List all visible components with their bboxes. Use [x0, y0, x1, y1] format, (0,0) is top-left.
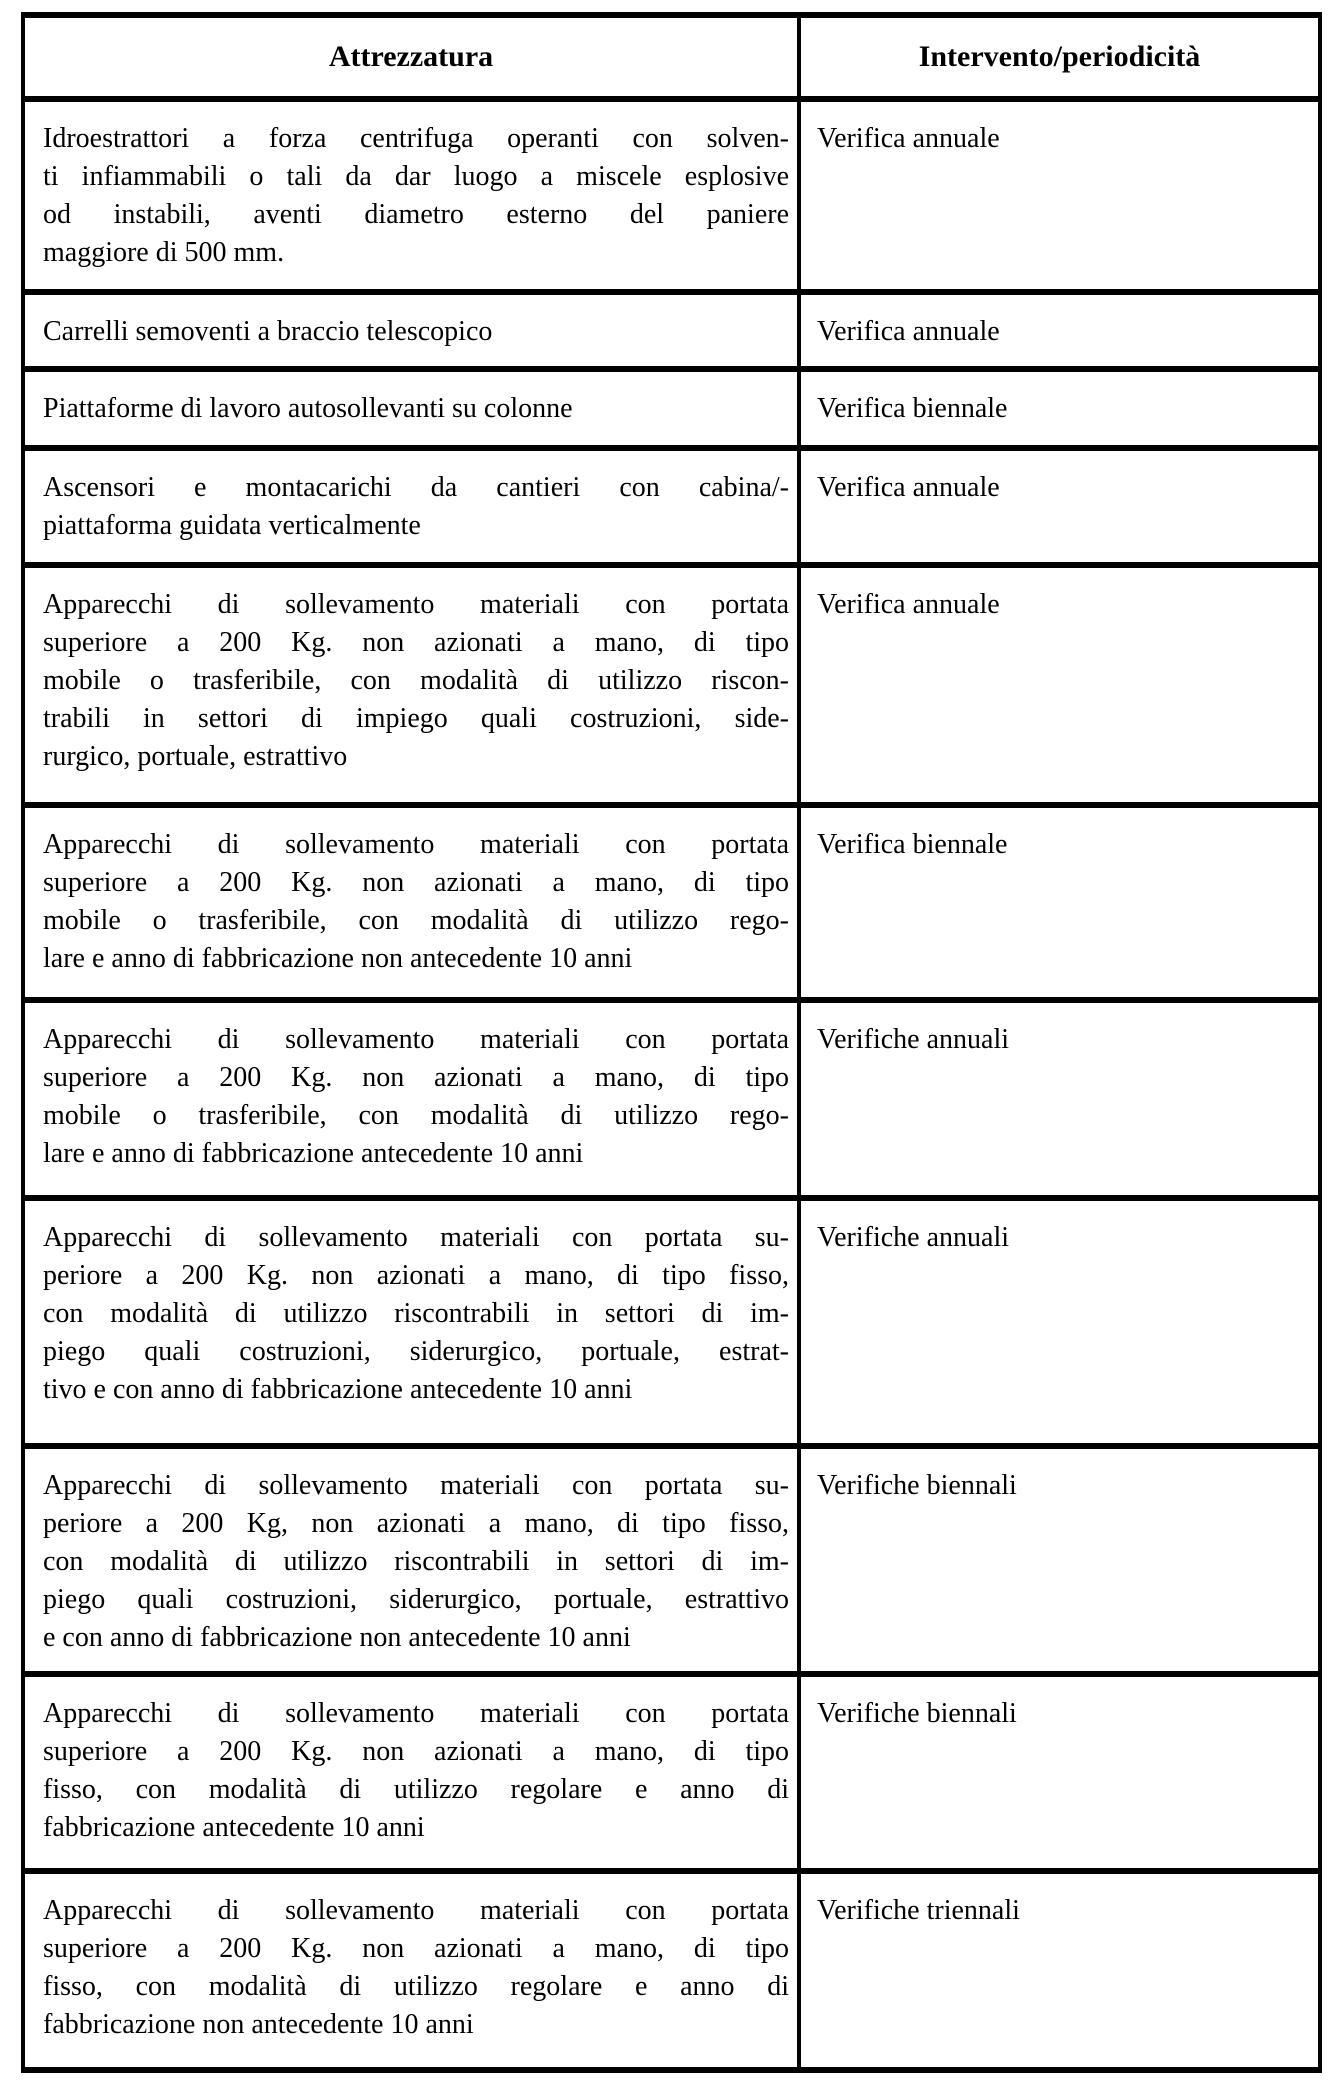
column-header-intervento-periodicita: Intervento/periodicità — [799, 15, 1320, 99]
attrezzatura-line: superiore a 200 Kg. non azionati a mano, di tipo — [43, 1736, 789, 1767]
intervento-cell: Verifiche annuali — [799, 1000, 1320, 1198]
attrezzatura-line: rurgico, portuale, estrattivo — [43, 741, 348, 772]
attrezzatura-line: Apparecchi di sollevamento materiali con portata — [43, 1698, 789, 1729]
attrezzatura-line: piattaforma guidata verticalmente — [43, 510, 421, 541]
attrezzatura-line: superiore a 200 Kg. non azionati a mano, di tipo — [43, 1933, 789, 1964]
attrezzatura-line: ti infiammabili o tali da dar luogo a miscele esplosive — [43, 161, 789, 192]
attrezzatura-line: piego quali costruzioni, siderurgico, portuale, estrat- — [43, 1336, 789, 1367]
attrezzatura-line: od instabili, aventi diametro esterno del paniere — [43, 199, 789, 230]
verification-table-wrapper — [21, 12, 1322, 2073]
intervento-cell: Verifiche biennali — [799, 1674, 1320, 1871]
attrezzatura-line: Carrelli semoventi a braccio telescopico — [43, 316, 493, 347]
attrezzatura-line: superiore a 200 Kg. non azionati a mano, di tipo — [43, 1062, 789, 1093]
attrezzatura-line: piego quali costruzioni, siderurgico, portuale, estrattivo — [43, 1584, 789, 1615]
attrezzatura-line: trabili in settori di impiego quali costruzioni, side- — [43, 703, 789, 734]
table-row — [23, 1000, 1320, 1198]
attrezzatura-line: superiore a 200 Kg. non azionati a mano, di tipo — [43, 627, 789, 658]
table-body — [23, 99, 1320, 2070]
table-row — [23, 1871, 1320, 2070]
attrezzatura-line: fisso, con modalità di utilizzo regolare e anno di — [43, 1774, 789, 1805]
attrezzatura-line: fisso, con modalità di utilizzo regolare e anno di — [43, 1971, 789, 2002]
intervento-cell: Verifica annuale — [799, 292, 1320, 369]
intervento-cell: Verifiche biennali — [799, 1446, 1320, 1674]
attrezzatura-cell — [23, 805, 799, 1000]
attrezzatura-line: lare e anno di fabbricazione non antecedente 10 anni — [43, 943, 633, 974]
attrezzatura-cell — [23, 1871, 799, 2070]
table-row — [23, 1446, 1320, 1674]
column-header-attrezzatura: Attrezzatura — [23, 15, 799, 99]
attrezzatura-line: maggiore di 500 mm. — [43, 237, 285, 268]
intervento-cell: Verifica annuale — [799, 565, 1320, 805]
attrezzatura-line: e con anno di fabbricazione non antecedente 10 anni — [43, 1622, 631, 1653]
table-row — [23, 805, 1320, 1000]
attrezzatura-line: periore a 200 Kg, non azionati a mano, di tipo fisso, — [43, 1508, 789, 1539]
attrezzatura-line: periore a 200 Kg. non azionati a mano, di tipo fisso, — [43, 1260, 789, 1291]
attrezzatura-cell — [23, 565, 799, 805]
attrezzatura-line: Apparecchi di sollevamento materiali con portata — [43, 589, 789, 620]
attrezzatura-cell — [23, 1446, 799, 1674]
attrezzatura-cell — [23, 369, 799, 448]
attrezzatura-line: Apparecchi di sollevamento materiali con portata — [43, 829, 789, 860]
table-row — [23, 1198, 1320, 1446]
intervento-cell: Verifiche triennali — [799, 1871, 1320, 2070]
attrezzatura-line: Idroestrattori a forza centrifuga operanti con solven- — [43, 123, 789, 154]
table-row — [23, 448, 1320, 565]
intervento-cell: Verifica annuale — [799, 448, 1320, 565]
intervento-cell: Verifica annuale — [799, 99, 1320, 292]
attrezzatura-line: mobile o trasferibile, con modalità di utilizzo rego- — [43, 1100, 789, 1131]
intervento-cell: Verifiche annuali — [799, 1198, 1320, 1446]
attrezzatura-line: Apparecchi di sollevamento materiali con portata — [43, 1024, 789, 1055]
attrezzatura-line: lare e anno di fabbricazione antecedente 10 anni — [43, 1138, 584, 1169]
table-row — [23, 292, 1320, 369]
attrezzatura-line: Apparecchi di sollevamento materiali con portata — [43, 1895, 789, 1926]
attrezzatura-line: con modalità di utilizzo riscontrabili in settori di im- — [43, 1546, 789, 1577]
attrezzatura-line: Apparecchi di sollevamento materiali con portata su- — [43, 1470, 789, 1501]
attrezzatura-line: Ascensori e montacarichi da cantieri con cabina/- — [43, 472, 789, 503]
intervento-cell: Verifica biennale — [799, 805, 1320, 1000]
table-row — [23, 369, 1320, 448]
attrezzatura-line: Apparecchi di sollevamento materiali con portata su- — [43, 1222, 789, 1253]
attrezzatura-cell — [23, 1000, 799, 1198]
table-row — [23, 1674, 1320, 1871]
table-row — [23, 99, 1320, 292]
attrezzatura-line: superiore a 200 Kg. non azionati a mano, di tipo — [43, 867, 789, 898]
attrezzatura-line: tivo e con anno di fabbricazione antecedente 10 anni — [43, 1374, 633, 1405]
attrezzatura-line: Piattaforme di lavoro autosollevanti su colonne — [43, 393, 573, 424]
attrezzatura-line: fabbricazione antecedente 10 anni — [43, 1812, 425, 1843]
equipment-verification-table — [21, 12, 1322, 2073]
attrezzatura-line: mobile o trasferibile, con modalità di utilizzo rego- — [43, 905, 789, 936]
attrezzatura-line: con modalità di utilizzo riscontrabili in settori di im- — [43, 1298, 789, 1329]
table-header — [23, 15, 1320, 99]
attrezzatura-cell — [23, 1198, 799, 1446]
attrezzatura-cell — [23, 1674, 799, 1871]
attrezzatura-cell — [23, 448, 799, 565]
attrezzatura-cell — [23, 99, 799, 292]
table-row — [23, 565, 1320, 805]
attrezzatura-cell — [23, 292, 799, 369]
attrezzatura-line: fabbricazione non antecedente 10 anni — [43, 2009, 474, 2040]
header-row — [23, 15, 1320, 99]
intervento-cell: Verifica biennale — [799, 369, 1320, 448]
attrezzatura-line: mobile o trasferibile, con modalità di utilizzo riscon- — [43, 665, 789, 696]
